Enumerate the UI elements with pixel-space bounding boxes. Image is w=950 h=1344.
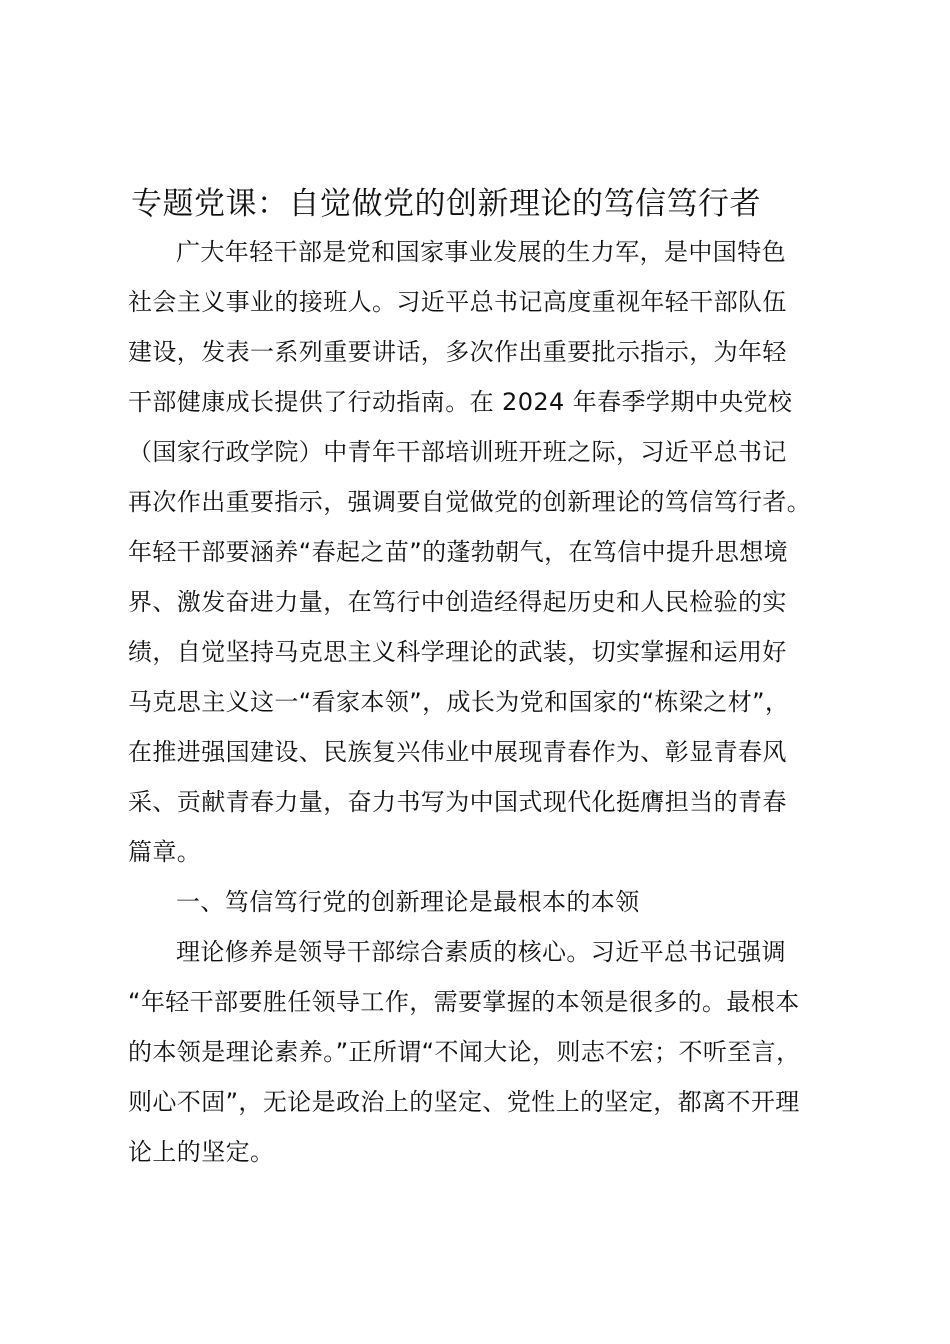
paragraph-1-line: 马克思主义这一“看家本领”，成长为党和国家的“栋梁之材”， <box>128 688 790 716</box>
paragraph-2-line: “年轻干部要胜任领导工作，需要掌握的本领是很多的。最根本 <box>128 988 800 1016</box>
paragraph-1-line: 干部健康成长提供了行动指南。在 2024 年春季学期中央党校 <box>128 388 793 416</box>
paragraph-1-line: 再次作出重要指示，强调要自觉做党的创新理论的笃信笃行者。 <box>128 488 812 516</box>
paragraph-1-line: 广大年轻干部是党和国家事业发展的生力军，是中国特色 <box>176 238 786 266</box>
paragraph-2-line: 理论修养是领导干部综合素质的核心。习近平总书记强调 <box>176 938 786 966</box>
paragraph-1-line: 在推进强国建设、民族复兴伟业中展现青春作为、彰显青春风 <box>128 738 787 766</box>
paragraph-1-line: 社会主义事业的接班人。习近平总书记高度重视年轻干部队伍 <box>128 288 787 316</box>
section-1-heading: 一、笃信笃行党的创新理论是最根本的本领 <box>176 888 640 916</box>
paragraph-1-line: （国家行政学院）中青年干部培训班开班之际，习近平总书记 <box>128 438 787 466</box>
paragraph-1-line: 采、贡献青春力量，奋力书写为中国式现代化挺膺担当的青春 <box>128 788 787 816</box>
paragraph-2-line: 则心不固”，无论是政治上的坚定、党性上的坚定，都离不开理 <box>128 1088 800 1116</box>
paragraph-1-line: 绩，自觉坚持马克思主义科学理论的武装，切实掌握和运用好 <box>128 638 787 666</box>
paragraph-2-line: 论上的坚定。 <box>128 1138 275 1166</box>
paragraph-1-line: 年轻干部要涵养“春起之苗”的蓬勃朝气，在笃信中提升思想境 <box>128 538 789 566</box>
paragraph-1-line: 篇章。 <box>128 838 202 866</box>
paragraph-1-line: 建设，发表一系列重要讲话，多次作出重要批示指示，为年轻 <box>128 338 787 366</box>
document-title: 专题党课：自觉做党的创新理论的笃信笃行者 <box>131 186 761 222</box>
paragraph-2-line: 的本领是理论素养。”正所谓“不闻大论，则志不宏；不听至言， <box>128 1038 801 1066</box>
paragraph-1-line: 界、激发奋进力量，在笃行中创造经得起历史和人民检验的实 <box>128 588 787 616</box>
